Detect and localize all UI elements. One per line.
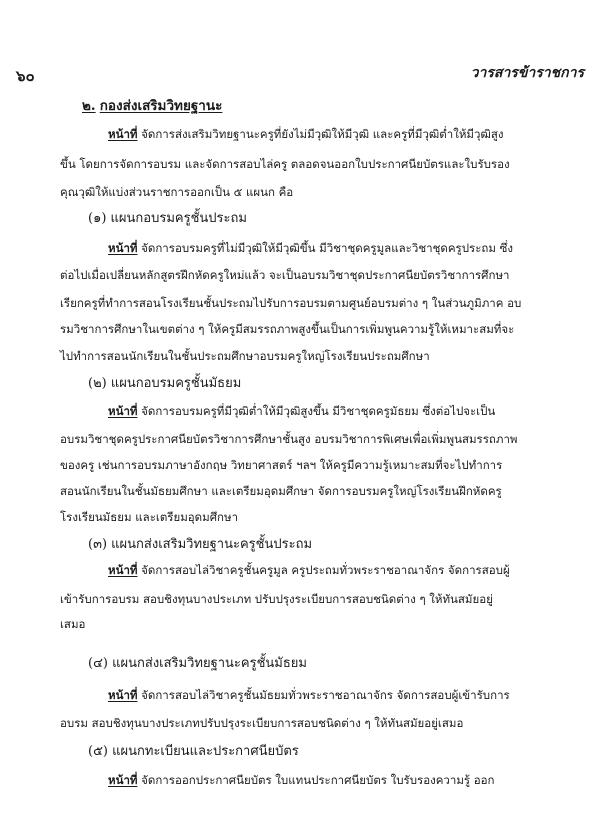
subsection-1-line-1 [108,241,513,255]
subsection-1-line-5: ไปทำการสอนนักเรียนในชั้นประถมศึกษาอบรมครูใหญ่โรงเรียนประถมศึกษา [60,349,430,363]
subsection-2-line-2: อบรมวิชาชุดครูประกาศนียบัตรวิชาการศึกษาชั้นสูง อบรมวิชาการพิเศษเพื่อเพิ่มพูนสมรรถภาพ [60,432,518,446]
paragraph-text: จัดการออกประกาศนียบัตร ใบแทนประกาศนียบัตร ใบรับรองความรู้ ออก [141,773,495,787]
page-number: ๖๐ [16,67,35,85]
subsection-heading-2 [88,376,241,392]
subsection-2-line-3: ของครู เช่นการอบรมภาษาอังกฤษ วิทยาศาสตร์ ฯลฯ ให้ครูมีความรู้เหมาะสมที่จะไปทำการ [60,458,503,472]
subsection-number: (๔) [88,656,108,671]
subsection-title: แผนกส่งเสริมวิทยฐานะครูชั้นมัธยม [112,656,307,671]
subsection-2-line-5: โรงเรียนมัธยม และเตรียมอุดมศึกษา [60,510,239,524]
subsection-heading-4 [88,656,307,672]
section-title: กองส่งเสริมวิทยฐานะ [99,98,223,114]
subsection-number: (๕) [88,744,108,759]
section-heading [82,98,222,115]
paragraph-text: จัดการอบรมครูที่มีวุฒิต่ำให้มีวุฒิสูงขึ้น มีวิชาชุดครูมัธยม ซึ่งต่อไปจะเป็น [141,404,496,418]
duty-label: หน้าที่ [108,563,138,577]
subsection-heading-3 [88,537,312,553]
subsection-1-line-4: รมวิชาการศึกษาในเขตต่าง ๆ ให้ครูมีสมรรถภาพสูงขึ้นเป็นการเพิ่มพูนความรู้ให้เหมาะสมที่จะ [60,322,515,336]
subsection-3-line-3: เสมอ [60,617,86,631]
paragraph-text: จัดการส่งเสริมวิทยฐานะครูที่ยังไม่มีวุฒิให้มีวุฒิ และครูที่มีวุฒิต่ำให้มีวุฒิสูง [141,127,504,141]
subsection-4-line-2: อบรม สอบชิงทุนบางประเภทปรับปรุงระเบียบการสอบชนิดต่าง ๆ ให้ทันสมัยอยู่เสมอ [60,716,464,730]
subsection-2-line-1 [108,404,495,418]
journal-title: วารสารข้าราชการ [470,65,584,81]
section-line-2: ขึ้น โดยการจัดการอบรม และจัดการสอบไล่ครู ตลอดจนออกใบประกาศนียบัตรและใบรับรอง [60,157,510,171]
subsection-title: แผนกทะเบียนและประกาศนียบัตร [112,744,299,759]
subsection-2-line-4: สอนนักเรียนในชั้นมัธยมศึกษา และเตรียมอุดมศึกษา จัดการอบรมครูใหญ่โรงเรียนฝึกหัดครู [60,484,502,498]
subsection-heading-5 [88,744,299,760]
paragraph-text: จัดการสอบไล่วิชาครูชั้นครูมูล ครูประถมทั่วพระราชอาณาจักร จัดการสอบผู้ [141,563,510,577]
subsection-title: แผนกอบรมครูชั้นมัธยม [110,376,242,391]
paragraph-text: จัดการอบรมครูที่ไม่มีวุฒิให้มีวุฒิขึ้น มีวิชาชุดครูมูลและวิชาชุดครูประถม ซึ่ง [141,241,513,255]
duty-label: หน้าที่ [108,127,138,141]
section-line-1 [108,127,503,141]
paragraph-text: จัดการสอบไล่วิชาครูชั้นมัธยมทั่วพระราชอาณาจักร จัดการสอบผู้เข้ารับการ [141,688,510,702]
subsection-number: (๒) [88,376,107,391]
duty-label: หน้าที่ [108,241,138,255]
duty-label: หน้าที่ [108,773,138,787]
section-number: ๒. [82,98,96,114]
subsection-heading-1 [88,211,247,227]
duty-label: หน้าที่ [108,688,138,702]
subsection-3-line-2: เข้ารับการอบรม สอบชิงทุนบางประเภท ปรับปรุงระเบียบการสอบชนิดต่าง ๆ ให้ทันสมัยอยู่ [60,592,493,606]
subsection-1-line-3: เรียกครูที่ทำการสอนโรงเรียนชั้นประถมไปรับการอบรมตามศูนย์อบรมต่าง ๆ ในส่วนภูมิภาค อบ [60,296,522,310]
subsection-number: (๑) [88,211,107,226]
subsection-5-line-1 [108,773,495,787]
duty-label: หน้าที่ [108,404,138,418]
subsection-3-line-1 [108,563,510,577]
subsection-number: (๓) [88,537,108,552]
subsection-title: แผนกอบรมครูชั้นประถม [110,211,247,226]
section-line-3: คุณวุฒิให้แบ่งส่วนราชการออกเป็น ๕ แผนก คือ [60,185,294,199]
subsection-1-line-2: ต่อไปเมื่อเปลี่ยนหลักสูตรฝึกหัดครูใหม่แล้ว จะเป็นอบรมวิชาชุดประกาศนียบัตรวิชาการศึกษา [60,268,510,282]
subsection-4-line-1 [108,688,510,702]
subsection-title: แผนกส่งเสริมวิทยฐานะครูชั้นประถม [111,537,313,552]
